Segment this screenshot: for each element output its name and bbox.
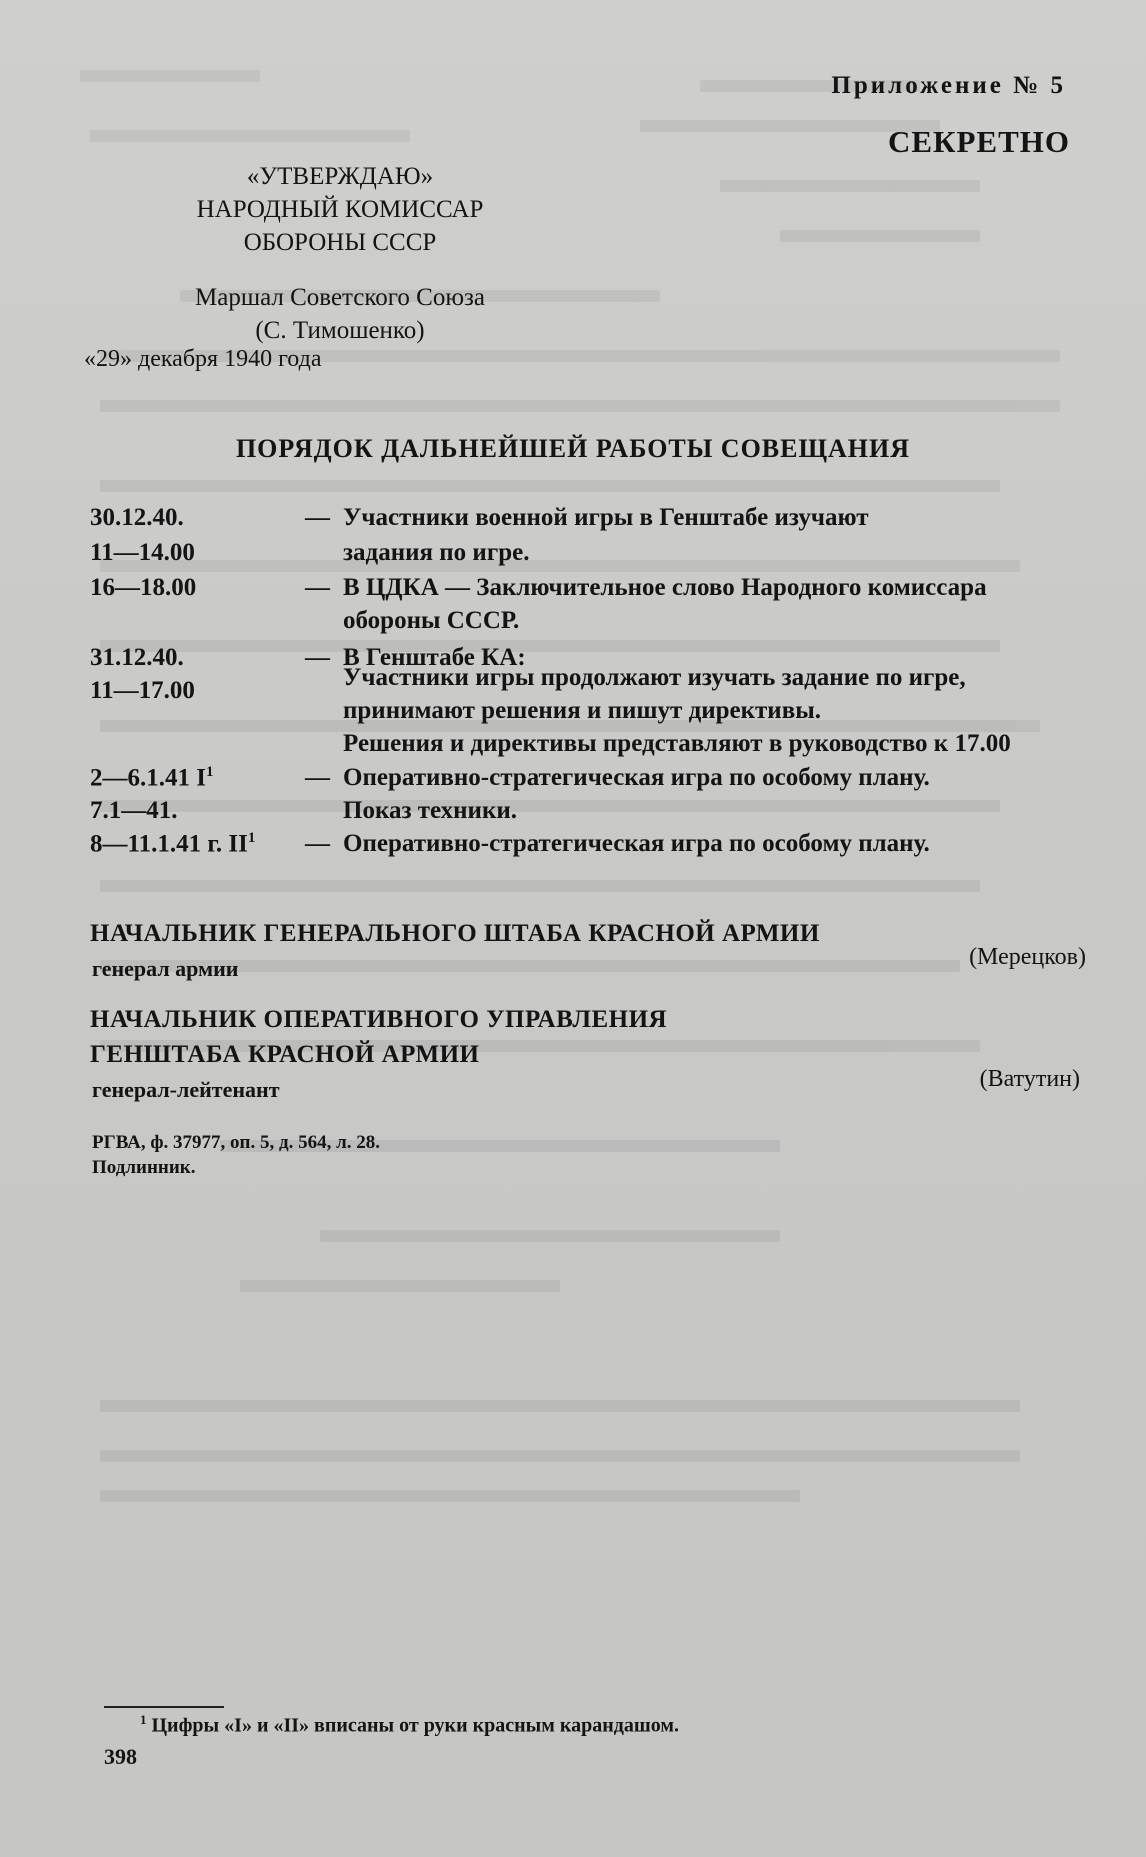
approval-line-commissar: НАРОДНЫЙ КОМИССАР — [196, 196, 484, 223]
approval-line-marshal: Маршал Советского Союза — [195, 284, 485, 311]
schedule-text: Показ техники. — [343, 797, 518, 824]
signatory-title: НАЧАЛЬНИК ОПЕРАТИВНОГО УПРАВЛЕНИЯ — [90, 1006, 668, 1033]
approval-date: «29» декабря 1940 года — [84, 346, 322, 372]
schedule-text: Решения и директивы представляют в руководство к 17.00 — [343, 730, 1011, 757]
schedule-dash: — — [305, 574, 330, 601]
page-number: 398 — [104, 1744, 137, 1769]
original-note: Подлинник. — [92, 1157, 196, 1178]
schedule-text: Участники игры продолжают изучать задание по игре, — [343, 664, 966, 691]
schedule-dash: — — [305, 504, 330, 531]
signatory-name: (Ватутин) — [979, 1066, 1080, 1092]
footnote-ref: 1 — [205, 764, 214, 780]
schedule-date: 31.12.40. — [90, 644, 184, 671]
signatory-title: ГЕНШТАБА КРАСНОЙ АРМИИ — [90, 1041, 480, 1068]
schedule-time: 11—17.00 — [90, 677, 195, 704]
schedule-date — [90, 830, 255, 858]
approval-block — [150, 160, 530, 347]
schedule-text: Участники военной игры в Генштабе изучают — [343, 504, 869, 531]
schedule-text: Оперативно-стратегическая игра по особому плану. — [343, 830, 930, 857]
appendix-label: Приложение № 5 — [831, 72, 1066, 99]
schedule-text: В Генштабе КА: — [343, 644, 526, 671]
footnote-text: Цифры «I» и «II» вписаны от руки красным карандашом. — [151, 1714, 679, 1737]
schedule-dash: — — [305, 644, 330, 671]
schedule-date: 30.12.40. — [90, 504, 184, 531]
archive-reference: РГВА, ф. 37977, оп. 5, д. 564, л. 28. — [92, 1132, 381, 1153]
signatory-name: (Мерецков) — [969, 944, 1086, 970]
footnote — [140, 1712, 679, 1738]
schedule-text: принимают решения и пишут директивы. — [343, 697, 821, 724]
approval-line-name: (С. Тимошенко) — [255, 317, 425, 344]
approval-line-defense: ОБОРОНЫ СССР — [243, 229, 437, 256]
schedule-date-text: 2—6.1.41 I — [90, 764, 206, 792]
signatory-rank: генерал армии — [92, 956, 239, 981]
schedule-text: задания по игре. — [343, 539, 530, 566]
schedule-text: обороны СССР. — [343, 607, 520, 634]
signatory-rank: генерал-лейтенант — [92, 1077, 280, 1102]
schedule-date — [90, 764, 213, 792]
schedule-text: В ЦДКА — Заключительное слово Народного комиссара — [343, 574, 987, 601]
signatory-title: НАЧАЛЬНИК ГЕНЕРАЛЬНОГО ШТАБА КРАСНОЙ АРМИИ — [90, 920, 820, 947]
footnote-rule — [104, 1706, 224, 1708]
schedule-dash: — — [305, 764, 330, 791]
schedule-time: 11—14.00 — [90, 539, 195, 566]
footnote-mark: 1 — [140, 1712, 147, 1727]
footnote-ref: 1 — [247, 830, 256, 846]
schedule-date-text: 8—11.1.41 г. II — [90, 830, 248, 858]
schedule-dash: — — [305, 830, 330, 857]
schedule-text: Оперативно-стратегическая игра по особому плану. — [343, 764, 930, 791]
approval-spacer — [150, 259, 530, 281]
secret-stamp: СЕКРЕТНО — [887, 124, 1070, 159]
approval-line-approve: «УТВЕРЖДАЮ» — [246, 163, 434, 190]
schedule-time: 16—18.00 — [90, 574, 197, 601]
schedule-date: 7.1—41. — [90, 797, 178, 824]
document-title: ПОРЯДОК ДАЛЬНЕЙШЕЙ РАБОТЫ СОВЕЩАНИЯ — [235, 434, 911, 463]
